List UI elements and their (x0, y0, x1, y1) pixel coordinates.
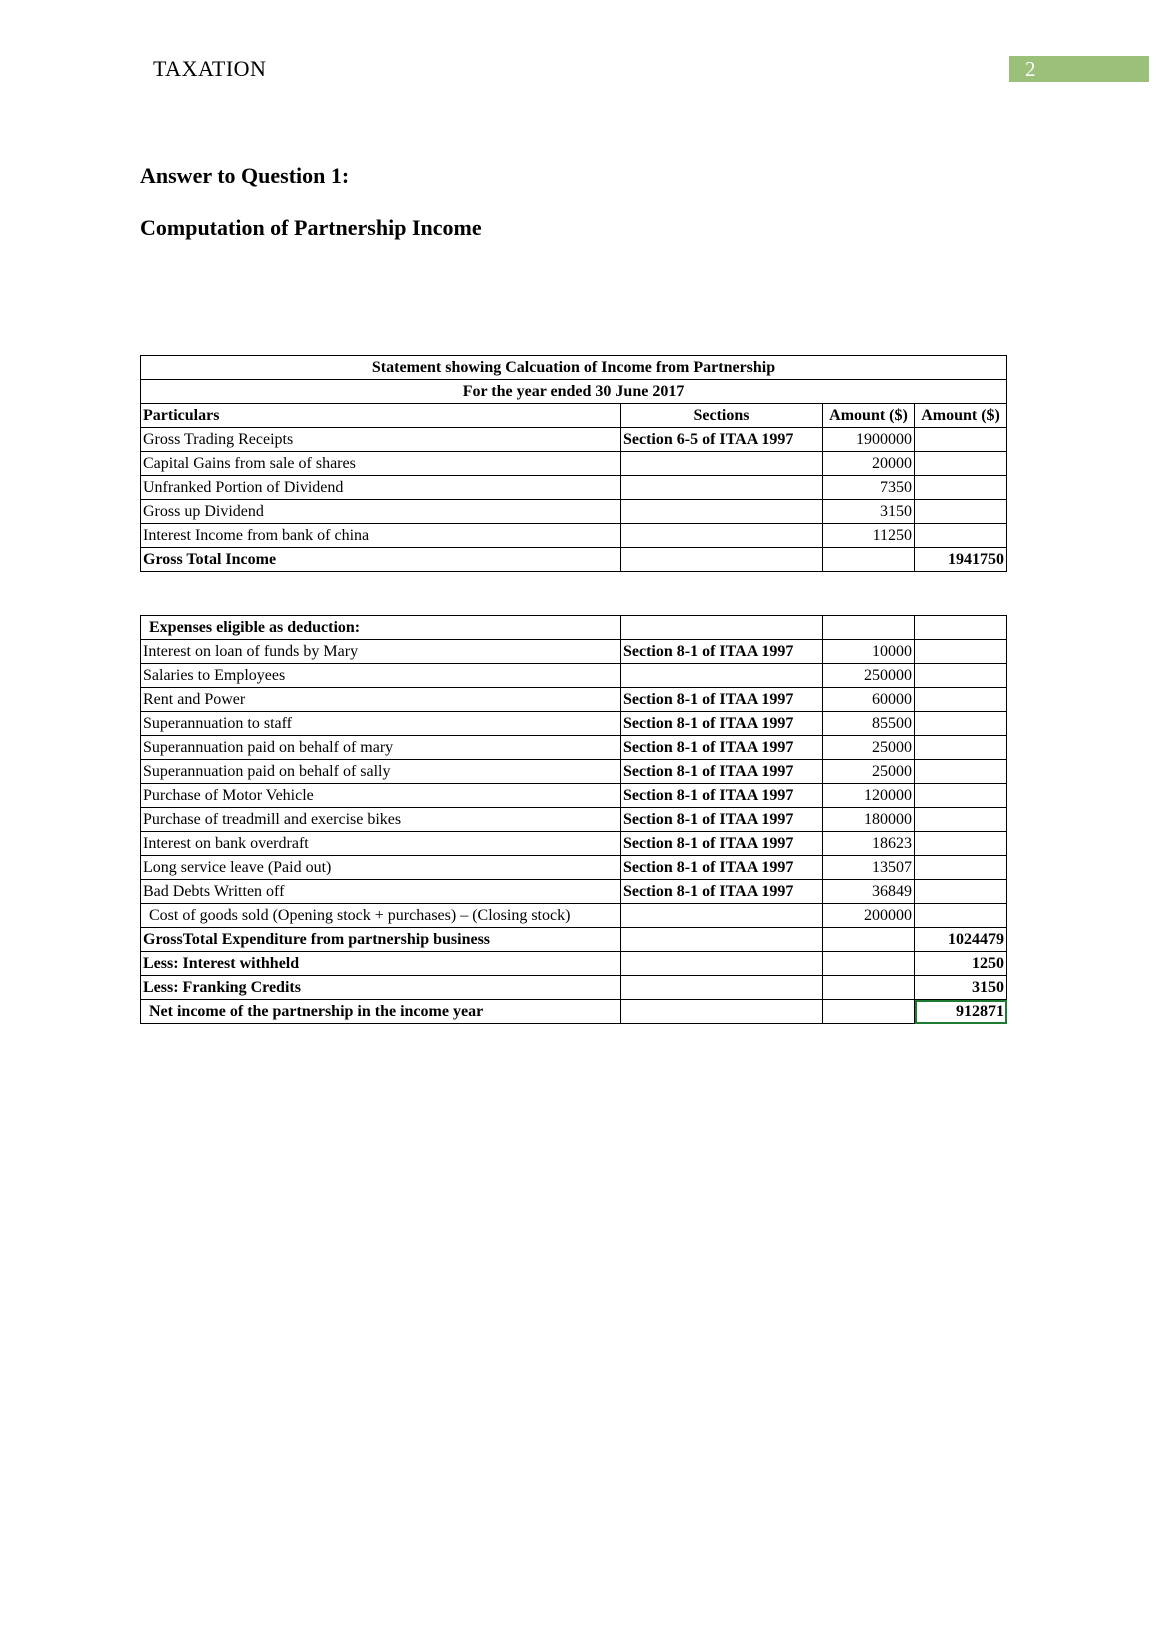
gross-expenditure-row (141, 928, 1007, 952)
table-row (141, 880, 1007, 904)
franking-credits-row (141, 976, 1007, 1000)
amount-cell: 180000 (823, 808, 915, 832)
total-cell (915, 664, 1007, 688)
amount-cell (823, 616, 915, 640)
col-sections: Sections (621, 404, 823, 428)
amount-cell (823, 976, 915, 1000)
particular-cell: Capital Gains from sale of shares (141, 452, 621, 476)
gross-total-label: Gross Total Income (141, 548, 621, 572)
total-cell (915, 500, 1007, 524)
total-cell (915, 712, 1007, 736)
amount-cell: 25000 (823, 736, 915, 760)
interest-withheld-row (141, 952, 1007, 976)
table-row (141, 784, 1007, 808)
section-cell (621, 548, 823, 572)
expense-table (140, 615, 1007, 1024)
particular-cell: Superannuation paid on behalf of mary (141, 736, 621, 760)
particular-cell: Gross Trading Receipts (141, 428, 621, 452)
section-cell (621, 616, 823, 640)
particular-cell: Bad Debts Written off (141, 880, 621, 904)
amount-cell: 120000 (823, 784, 915, 808)
amount-cell: 11250 (823, 524, 915, 548)
total-cell (915, 428, 1007, 452)
amount-cell: 1900000 (823, 428, 915, 452)
particular-cell: Salaries to Employees (141, 664, 621, 688)
table-title-row (141, 380, 1007, 404)
amount-cell: 13507 (823, 856, 915, 880)
amount-cell: 10000 (823, 640, 915, 664)
table-row (141, 500, 1007, 524)
table-row (141, 640, 1007, 664)
particular-cell: Superannuation to staff (141, 712, 621, 736)
amount-cell: 25000 (823, 760, 915, 784)
table-row (141, 664, 1007, 688)
total-cell (915, 688, 1007, 712)
amount-cell (823, 928, 915, 952)
table-row (141, 712, 1007, 736)
header-title: TAXATION (153, 56, 267, 81)
table-row (141, 476, 1007, 500)
table-row (141, 688, 1007, 712)
particular-cell: Interest Income from bank of china (141, 524, 621, 548)
gross-total-row (141, 548, 1007, 572)
amount-cell: 18623 (823, 832, 915, 856)
amount-cell (823, 952, 915, 976)
particular-cell: Interest on bank overdraft (141, 832, 621, 856)
total-cell (915, 736, 1007, 760)
section-cell (621, 452, 823, 476)
amount-cell: 60000 (823, 688, 915, 712)
section-cell: Section 8-1 of ITAA 1997 (621, 808, 823, 832)
answer-heading: Answer to Question 1: (140, 163, 350, 188)
amount-cell: 20000 (823, 452, 915, 476)
table-row (141, 760, 1007, 784)
total-cell (915, 760, 1007, 784)
section-cell (621, 928, 823, 952)
net-income-value[interactable]: 912871 (915, 1000, 1007, 1024)
particular-cell: Purchase of treadmill and exercise bikes (141, 808, 621, 832)
section-cell: Section 8-1 of ITAA 1997 (621, 760, 823, 784)
total-cell (915, 808, 1007, 832)
net-income-label: Net income of the partnership in the income year (141, 1000, 621, 1024)
table-header-row (141, 616, 1007, 640)
section-cell (621, 904, 823, 928)
interest-withheld-value: 1250 (915, 952, 1007, 976)
section-cell (621, 664, 823, 688)
col-amount-2: Amount ($) (915, 404, 1007, 428)
section-cell (621, 476, 823, 500)
section-cell: Section 8-1 of ITAA 1997 (621, 832, 823, 856)
amount-cell: 200000 (823, 904, 915, 928)
section-cell (621, 500, 823, 524)
total-cell (915, 640, 1007, 664)
table-title-row (141, 356, 1007, 380)
table-row (141, 524, 1007, 548)
section-cell: Section 8-1 of ITAA 1997 (621, 880, 823, 904)
particular-cell: Purchase of Motor Vehicle (141, 784, 621, 808)
amount-cell (823, 1000, 915, 1024)
interest-withheld-label: Less: Interest withheld (141, 952, 621, 976)
amount-cell: 3150 (823, 500, 915, 524)
section-cell: Section 8-1 of ITAA 1997 (621, 736, 823, 760)
total-cell (915, 616, 1007, 640)
franking-credits-label: Less: Franking Credits (141, 976, 621, 1000)
particular-cell: Superannuation paid on behalf of sally (141, 760, 621, 784)
total-cell (915, 880, 1007, 904)
section-cell: Section 8-1 of ITAA 1997 (621, 640, 823, 664)
statement-period: For the year ended 30 June 2017 (141, 380, 1007, 404)
table-row (141, 856, 1007, 880)
total-cell (915, 476, 1007, 500)
total-cell (915, 904, 1007, 928)
total-cell (915, 832, 1007, 856)
particular-cell: Interest on loan of funds by Mary (141, 640, 621, 664)
section-cell: Section 8-1 of ITAA 1997 (621, 856, 823, 880)
total-cell (915, 856, 1007, 880)
particular-cell: Unfranked Portion of Dividend (141, 476, 621, 500)
section-cell (621, 952, 823, 976)
table-row (141, 832, 1007, 856)
particular-cell: Cost of goods sold (Opening stock + purchases) – (Closing stock) (141, 904, 621, 928)
total-cell (915, 452, 1007, 476)
particular-cell: Rent and Power (141, 688, 621, 712)
gross-expenditure-label: GrossTotal Expenditure from partnership business (141, 928, 621, 952)
section-cell (621, 524, 823, 548)
section-cell: Section 6-5 of ITAA 1997 (621, 428, 823, 452)
table-row (141, 428, 1007, 452)
section-cell (621, 1000, 823, 1024)
amount-cell: 250000 (823, 664, 915, 688)
franking-credits-value: 3150 (915, 976, 1007, 1000)
computation-heading: Computation of Partnership Income (140, 215, 482, 240)
gross-total-value: 1941750 (915, 548, 1007, 572)
table-row (141, 736, 1007, 760)
particular-cell: Long service leave (Paid out) (141, 856, 621, 880)
gross-expenditure-value: 1024479 (915, 928, 1007, 952)
section-cell (621, 976, 823, 1000)
table-row (141, 904, 1007, 928)
statement-title: Statement showing Calcuation of Income from Partnership (141, 356, 1007, 380)
income-table (140, 355, 1007, 572)
expenses-heading: Expenses eligible as deduction: (141, 616, 621, 640)
net-income-row (141, 1000, 1007, 1024)
particular-cell: Gross up Dividend (141, 500, 621, 524)
total-cell (915, 784, 1007, 808)
col-particulars: Particulars (141, 404, 621, 428)
total-cell (915, 524, 1007, 548)
table-row (141, 808, 1007, 832)
amount-cell: 7350 (823, 476, 915, 500)
page-number: 2 (1009, 56, 1149, 82)
table-header-row (141, 404, 1007, 428)
section-cell: Section 8-1 of ITAA 1997 (621, 784, 823, 808)
section-cell: Section 8-1 of ITAA 1997 (621, 712, 823, 736)
section-cell: Section 8-1 of ITAA 1997 (621, 688, 823, 712)
col-amount-1: Amount ($) (823, 404, 915, 428)
amount-cell (823, 548, 915, 572)
table-row (141, 452, 1007, 476)
amount-cell: 85500 (823, 712, 915, 736)
amount-cell: 36849 (823, 880, 915, 904)
